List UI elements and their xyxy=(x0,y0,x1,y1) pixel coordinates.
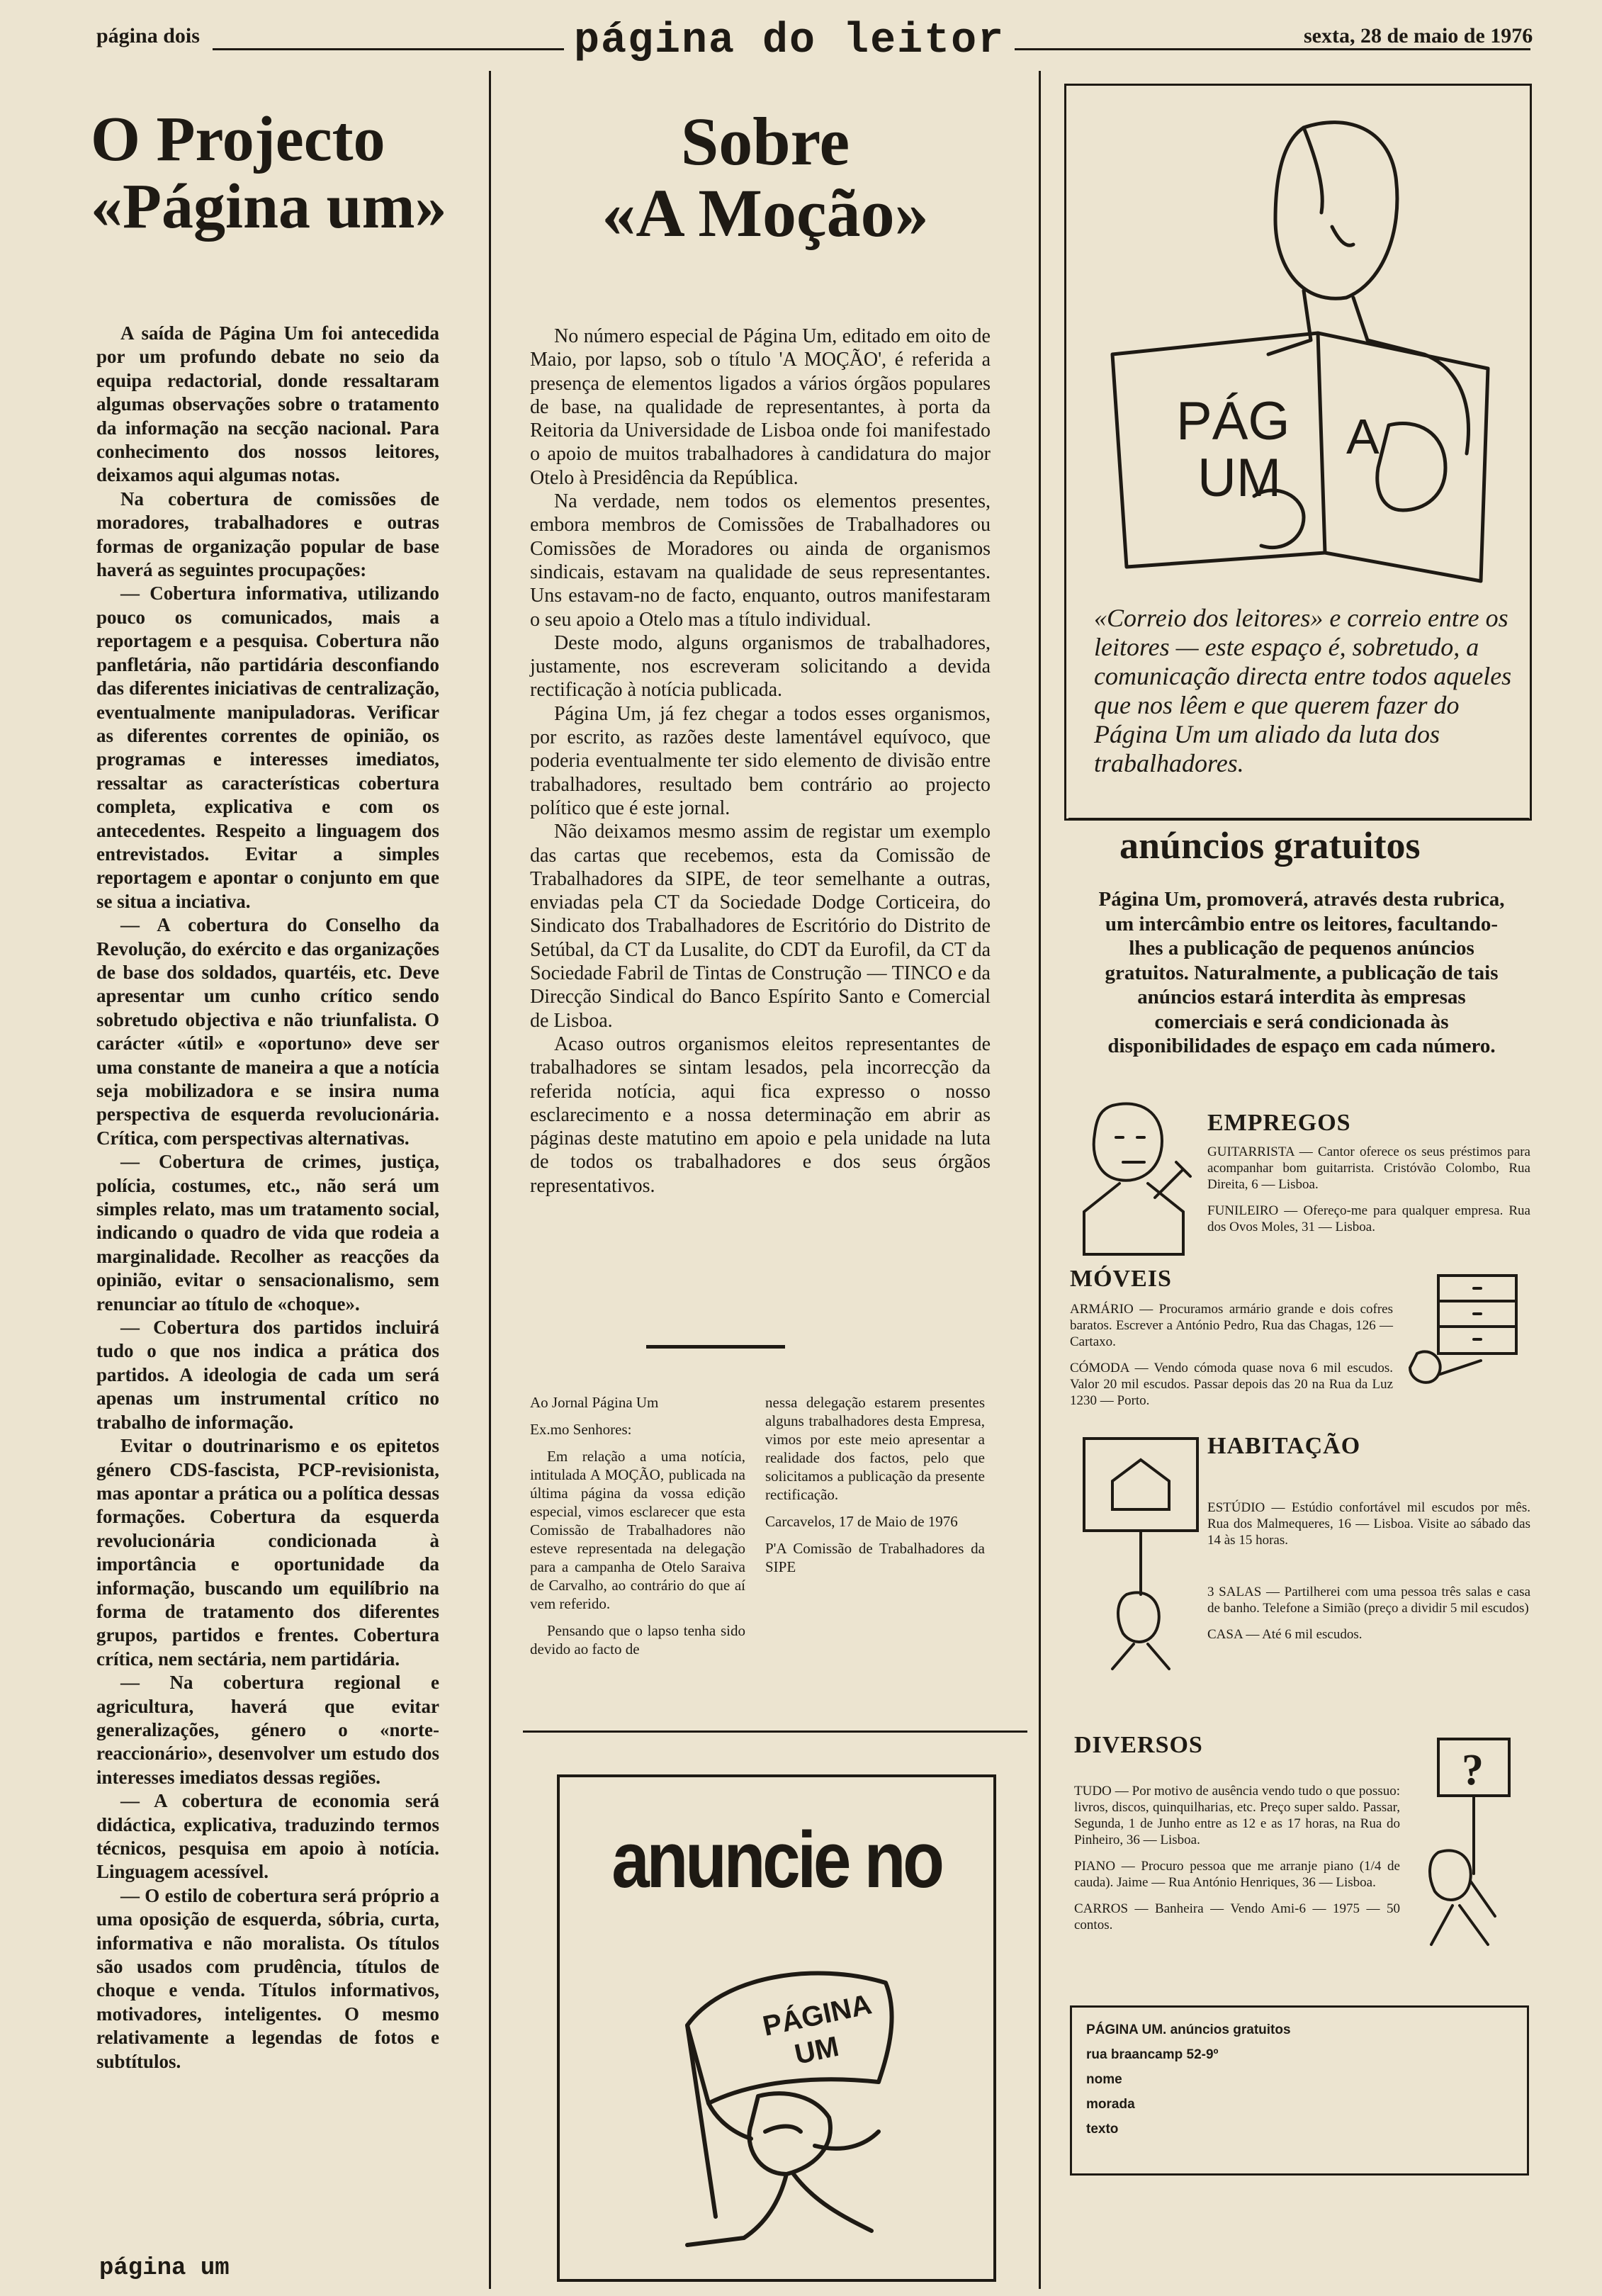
ads-intro: Página Um, promoverá, através desta rubrica, um intercâmbio entre os leitores, facultando-lhes a publicação de pequenos anúncios gratuitos. Naturalmente, a publicação de tais anúncios estará interdita às empresas comerciais e será condicionada às disponibilidades de espaço em cada número. xyxy=(1098,888,1505,1057)
correio-caption: «Correio dos leitores» e correio entre os leitores — este espaço é, sobretudo, a comunicação directa entre todos aqueles que nos lêem e que querem fazer do Página Um um aliado da luta dos trabalhadores. xyxy=(1094,604,1512,777)
paragraph: — Cobertura de crimes, justiça, polícia, costumes, etc., não será um simples relato, mas um tratamento social, indicando o quadro de vida que rodeia a marginalidade. Recolher as reacções da opinião, evitar o sensacionalismo, sem renunciar ao título de «choque». xyxy=(96,1151,439,1315)
running-person-with-flag-illustration xyxy=(602,1919,957,2273)
letter-recipient: Ao Jornal Página Um xyxy=(530,1394,659,1411)
classified-item: CARROS — Banheira — Vendo Ami-6 — 1975 — 50 contos. xyxy=(1074,1901,1400,1932)
article-body-projecto xyxy=(96,322,439,2073)
classified-item: TUDO — Por motivo de ausência vendo tudo o que possuo: livros, discos, quinquilharias, etc. Preço super saldo. Passar, Segunda, 1 de Junho entre as 12 e as 17 horas, na Rua do Pinheiro, 36 — Lisboa. xyxy=(1074,1784,1400,1847)
section-head-empregos: EMPREGOS xyxy=(1207,1110,1351,1136)
classified-item: 3 SALAS — Partilherei com uma pessoa três salas e casa de banho. Telefone a Simião (preço a dividir 5 mil escudos) xyxy=(1207,1585,1530,1616)
form-address: rua braancamp 52-9º xyxy=(1086,2047,1219,2062)
separator xyxy=(1068,818,1529,820)
paragraph: — A cobertura de economia será didáctica, explicativa, traduzindo termos técnicos, pesquisa em apoio à notícia. Linguagem acessível. xyxy=(96,1790,439,1883)
classified-item: ARMÁRIO — Procuramos armário grande e dois cofres baratos. Escrever a António Pedro, Rua das Chagas, 126 — Cartaxo. xyxy=(1070,1302,1393,1349)
letter-paragraph: Pensando que o lapso tenha sido devido ao facto de xyxy=(530,1622,745,1658)
classified-item: ESTÚDIO — Estúdio confortável mil escudos por mês. Rua dos Malmequeres, 16 — Lisboa. Visite ao sábado das 14 às 15 horas. xyxy=(1207,1500,1530,1548)
paragraph: Na cobertura de comissões de moradores, trabalhadores e outras formas de organização popular de base haverá as seguintes procupações: xyxy=(96,488,439,581)
letter-paragraph: Em relação a uma notícia, intitulada A MOÇÃO, publicada na última página da vossa edição especial, vimos esclarecer que esta Comissão de Trabalhadores não esteve representada na delegação para a campanha de Otelo Saraiva de Carvalho, ao contrário do que aí vem referido. xyxy=(530,1448,745,1612)
newspaper-text-line-1: PÁG xyxy=(1176,391,1290,451)
classifieds-habitacao xyxy=(1207,1499,1530,1653)
classifieds-diversos xyxy=(1074,1783,1400,1943)
letter-right-column xyxy=(765,1393,985,1585)
paragraph: — Cobertura dos partidos incluirá tudo o que nos indica a prática dos partidos. A ideologia de cada um será apenas um instrumental crítico no trabalho de informação. xyxy=(96,1317,439,1433)
paragraph: Na verdade, nem todos os elementos presentes, embora membros de Comissões de Trabalhadores ou Comissões de Moradores ou ainda de organismos sindicais, estavam na qualidade de seus representantes. Uns estavam-no de facto, enquanto, outros manifestaram o seu apoio a Otelo mas a título individual. xyxy=(530,490,991,631)
question-mark-icon: ? xyxy=(1462,1746,1484,1794)
ads-section-title: anúncios gratuitos xyxy=(1119,824,1421,867)
article-title-projecto xyxy=(91,106,487,240)
separator xyxy=(646,1345,785,1349)
classified-item: FUNILEIRO — Ofereço-me para qualquer empresa. Rua dos Ovos Moles, 31 — Lisboa. xyxy=(1207,1203,1530,1234)
page-label: página dois xyxy=(96,24,200,47)
paragraph: — O estilo de cobertura será próprio a uma oposição de esquerda, sóbria, curta, informativa e não moralista. Os títulos são usados com prudência, títulos de choque e venda. Títulos informativos, motivadores, inteligentes. O mesmo relativamente a legendas de fotos e subtítulos. xyxy=(96,1884,439,2072)
flag-text-line-1: PÁGINA xyxy=(760,1988,875,2042)
person-carrying-drawers-illustration xyxy=(1396,1268,1530,1403)
person-with-question-sign-illustration xyxy=(1410,1732,1530,1959)
column-divider-1 xyxy=(489,71,491,2289)
title-line-2: «A Moção» xyxy=(602,174,929,251)
paragraph: Acaso outros organismos eleitos representantes de trabalhadores se sintam lesados, pela incorrecção da referida notícia, aqui fica expresso o nosso esclarecimento e a nossa determinação em abrir as páginas deste matutino em apoio e pela unidade na luta de todos os trabalhadores e dos seus órgãos representativos. xyxy=(530,1032,991,1197)
paragraph: Evitar o doutrinarismo e os epitetos género CDS-fascista, PCP-revisionista, mas apontar a prática ou a política dessas formações. Cobertura da esquerda revolucionária condicionada à importância e oportunidade da informação, buscando um equilíbrio na forma de tratamento dos diferentes grupos, partidos e frentes. Cobertura crítica, nem sectária, nem partidária. xyxy=(96,1435,439,1670)
paragraph: — Na cobertura regional e agricultura, haverá que evitar generalizações, género o «norte-reaccionário», desenvolver um estudo dos interesses imediatos dessas regiões. xyxy=(96,1672,439,1788)
worker-with-wrench-illustration xyxy=(1063,1091,1205,1261)
article-body-mocao xyxy=(530,325,991,1198)
letter-signature: P'A Comissão de Trabalhadores da SIPE xyxy=(765,1540,985,1575)
section-head-diversos: DIVERSOS xyxy=(1074,1732,1203,1758)
section-head-moveis: MÓVEIS xyxy=(1070,1266,1172,1292)
letter-greeting: Ex.mo Senhores: xyxy=(530,1421,632,1438)
footer-label: página um xyxy=(99,2255,230,2282)
letter-paragraph: nessa delegação estarem presentes alguns trabalhadores desta Empresa, vimos por este meio apresentar a realidade dos factos, pelo que solicitamos a publicação da presente rectificação. xyxy=(765,1394,985,1503)
reader-holding-newspaper-illustration xyxy=(1091,99,1509,609)
paragraph: Deste modo, alguns organismos de trabalhadores, justamente, nos escreveram solicitando a devida rectificação à notícia publicada. xyxy=(530,631,991,702)
ad-submission-form xyxy=(1070,2005,1529,2176)
masthead-title: página do leitor xyxy=(564,17,1015,65)
form-field-text[interactable]: texto xyxy=(1086,2122,1119,2137)
classified-item: CÓMODA — Vendo cómoda quase nova 6 mil escudos. Valor 20 mil escudos. Passar depois das 20 na Rua da Luz 1230 — Porto. xyxy=(1070,1361,1393,1408)
form-field-address[interactable]: morada xyxy=(1086,2097,1135,2112)
classifieds-moveis xyxy=(1070,1301,1393,1419)
ad-headline: anuncie no xyxy=(611,1816,942,1904)
title-line-1: O Projecto xyxy=(91,104,385,174)
paragraph: — A cobertura do Conselho da Revolução, do exército e das organizações de base dos soldados, quartéis, etc. Deve apresentar um cunho crítico sendo sobretudo objectiva e não triunfalista. O carácter «útil» e «oportuno» deve ser uma constante de maneira a que a notícia seja mobilizadora e se insira numa perspectiva de esquerda revolucionária. Crítica, com perspectivas alternativas. xyxy=(96,914,439,1149)
newspaper-text-line-3: A xyxy=(1346,409,1380,464)
classified-item: CASA — Até 6 mil escudos. xyxy=(1207,1627,1363,1642)
flag-text-line-2: UM xyxy=(791,2030,842,2071)
classified-item: GUITARRISTA — Cantor oferece os seus préstimos para acompanhar bom guitarrista. Cristóvão Colombo, Rua Direita, 6 — Lisboa. xyxy=(1207,1144,1530,1192)
ad-box-anuncie xyxy=(557,1774,996,2282)
letter-left-column xyxy=(530,1393,745,1667)
title-line-2: «Página um» xyxy=(91,171,447,242)
classified-item: PIANO — Procuro pessoa que me arranje piano (1/4 de cauda). Jaime — Rua António Henriques, 36 — Lisboa. xyxy=(1074,1859,1400,1890)
title-line-1: Sobre xyxy=(680,103,850,179)
form-field-name[interactable]: nome xyxy=(1086,2072,1122,2087)
paragraph: — Cobertura informativa, utilizando pouco os comunicados, mais a reportagem e a pesquisa. Cobertura não panfletária, não partidária desconfiando das diferentes iniciativas de centralização, eventualmente manipuladoras. Verificar as diferentes correntes de opinião, os programas e interesses imediatos, ressaltar as características cobertura completa, explicativa e com os antecedentes. Respeito a linguagem dos entrevistados. Evitar a simples reportagem e apontar o conjunto em que se situa a inciativa. xyxy=(96,583,439,912)
classifieds-empregos xyxy=(1207,1144,1530,1245)
paragraph: Página Um, já fez chegar a todos esses organismos, por escrito, as razões deste lamentável equívoco, que poderia eventualmente ter sido elemento de divisão entre trabalhadores, resultado bem contrário ao projecto político que é este jornal. xyxy=(530,702,991,819)
newspaper-text-line-2: UM xyxy=(1197,448,1282,508)
letter-date: Carcavelos, 17 de Maio de 1976 xyxy=(765,1513,958,1530)
column-divider-2 xyxy=(1039,71,1041,2289)
separator xyxy=(523,1731,1027,1733)
form-title: PÁGINA UM. anúncios gratuitos xyxy=(1086,2022,1291,2037)
person-holding-house-sign-illustration xyxy=(1070,1431,1212,1672)
issue-date: sexta, 28 de maio de 1976 xyxy=(1297,24,1533,48)
paragraph: Não deixamos mesmo assim de registar um exemplo das cartas que recebemos, esta da Comissão de Trabalhadores da SIPE, de teor semelhante a outras, enviadas pela CT da Sociedade Dodge Corticeira, do Sindicato dos Trabalhadores de Escritório do Distrito de Setúbal, da CT da Lusalite, do CDT da Eurofil, da CT da Sociedade Fabril de Tintas de Construção — TINCO e da Direcção Sindical do Banco Espírito Santo e Comercial de Lisboa. xyxy=(530,821,991,1032)
section-head-habitacao: HABITAÇÃO xyxy=(1207,1433,1361,1459)
article-title-mocao xyxy=(510,103,1020,251)
paragraph: No número especial de Página Um, editado em oito de Maio, por lapso, sob o título 'A MOÇÃO', é referida a presença de elementos ligados a vários órgãos populares de base, na qualidade de representantes, à porta da Reitoria da Universidade de Lisboa onde foi manifestado o apoio de muitos trabalhadores à candidatura do major Otelo à Presidência da República. xyxy=(530,325,991,489)
paragraph: A saída de Página Um foi antecedida por um profundo debate no seio da equipa redactorial, donde ressaltaram algumas observações sobre o tratamento da informação na secção nacional. Para conhecimento dos nossos leitores, deixamos aqui algumas notas. xyxy=(96,322,439,486)
